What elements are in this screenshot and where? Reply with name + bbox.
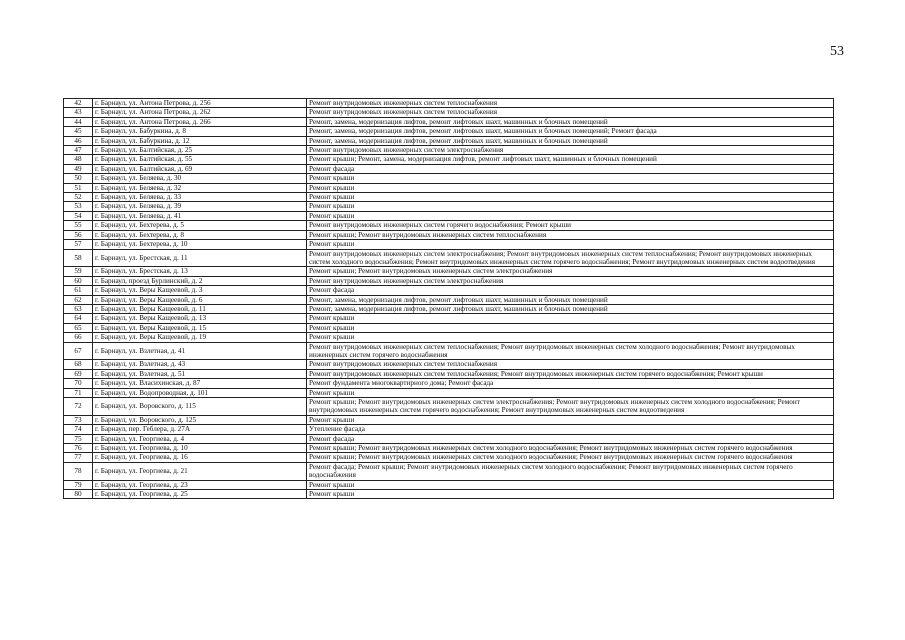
row-number: 73 (64, 415, 93, 424)
row-address: г. Барнаул, ул. Беляева, д. 41 (93, 211, 307, 220)
table-row (64, 434, 834, 443)
row-address: г. Барнаул, ул. Веры Кащеевой, д. 3 (93, 286, 307, 295)
row-works: Ремонт крыши; Ремонт внутридомовых инженерных систем электроснабжения; Ремонт внутридомовых инженерных систем холодного водоснабжения; Ремонт внутридомовых инженерных систем горячего водоснабжения; Ремонт внутридомовых инженерных систем водоотведения (307, 398, 834, 416)
row-number: 50 (64, 174, 93, 183)
row-address: г. Барнаул, ул. Воровского, д. 115 (93, 398, 307, 416)
row-works: Ремонт, замена, модернизация лифтов, ремонт лифтовых шахт, машинных и блочных помещений (307, 304, 834, 313)
row-works: Ремонт внутридомовых инженерных систем теплоснабжения; Ремонт внутридомовых инженерных систем холодного водоснабжения; Ремонт внутридомовых инженерных систем горячего водоснабжения (307, 342, 834, 360)
table-row (64, 314, 834, 323)
row-address: г. Барнаул, ул. Георгиева, д. 10 (93, 444, 307, 453)
row-address: г. Барнаул, ул. Георгиева, д. 21 (93, 462, 307, 480)
row-works: Утепление фасада (307, 425, 834, 434)
row-works: Ремонт внутридомовых инженерных систем электроснабжения; Ремонт внутридомовых инженерных систем теплоснабжения; Ремонт внутридомовых инженерных систем холодного водоснабжения; Ремонт внутридомовых инженерных систем горячего водоснабжения; Ремонт внутридомовых инженерных систем водоотведения (307, 249, 834, 267)
row-address: г. Барнаул, ул. Георгиева, д. 16 (93, 453, 307, 462)
row-number: 59 (64, 267, 93, 276)
row-number: 56 (64, 230, 93, 239)
row-address: г. Барнаул, ул. Бабуркина, д. 12 (93, 136, 307, 145)
table-row (64, 425, 834, 434)
row-number: 71 (64, 388, 93, 397)
table-row (64, 398, 834, 416)
row-works: Ремонт, замена, модернизация лифтов, ремонт лифтовых шахт, машинных и блочных помещений (307, 295, 834, 304)
row-works: Ремонт крыши (307, 415, 834, 424)
row-address: г. Барнаул, ул. Беляева, д. 32 (93, 183, 307, 192)
row-number: 75 (64, 434, 93, 443)
row-address: г. Барнаул, ул. Беляева, д. 33 (93, 193, 307, 202)
row-works: Ремонт фасада (307, 286, 834, 295)
table-row (64, 276, 834, 285)
row-number: 68 (64, 360, 93, 369)
table-row (64, 333, 834, 342)
row-works: Ремонт крыши (307, 193, 834, 202)
row-number: 48 (64, 155, 93, 164)
table-row (64, 211, 834, 220)
row-works: Ремонт внутридомовых инженерных систем горячего водоснабжения; Ремонт крыши (307, 221, 834, 230)
row-address: г. Барнаул, ул. Балтийская, д. 69 (93, 164, 307, 173)
row-number: 65 (64, 323, 93, 332)
row-address: г. Барнаул, ул. Взлетная, д. 43 (93, 360, 307, 369)
row-number: 52 (64, 193, 93, 202)
row-number: 61 (64, 286, 93, 295)
row-number: 76 (64, 444, 93, 453)
row-address: г. Барнаул, ул. Георгиева, д. 25 (93, 490, 307, 499)
row-address: г. Барнаул, ул. Георгиева, д. 23 (93, 480, 307, 489)
row-address: г. Барнаул, ул. Бехтерева, д. 10 (93, 240, 307, 249)
row-number: 46 (64, 136, 93, 145)
table-row (64, 108, 834, 117)
row-works: Ремонт внутридомовых инженерных систем теплоснабжения (307, 99, 834, 108)
row-works: Ремонт фасада (307, 434, 834, 443)
row-works: Ремонт крыши (307, 174, 834, 183)
row-works: Ремонт крыши (307, 333, 834, 342)
row-address: г. Барнаул, ул. Беляева, д. 39 (93, 202, 307, 211)
row-address: г. Барнаул, ул. Веры Кащеевой, д. 15 (93, 323, 307, 332)
row-number: 62 (64, 295, 93, 304)
table-row (64, 295, 834, 304)
row-works: Ремонт крыши (307, 480, 834, 489)
row-works: Ремонт крыши (307, 490, 834, 499)
row-number: 70 (64, 379, 93, 388)
row-address: г. Барнаул, ул. Бехтерева, д. 5 (93, 221, 307, 230)
page-number: 53 (830, 44, 844, 59)
row-number: 53 (64, 202, 93, 211)
row-number: 45 (64, 127, 93, 136)
row-number: 43 (64, 108, 93, 117)
table-row (64, 174, 834, 183)
table-row (64, 99, 834, 108)
row-address: г. Барнаул, пер. Геблера, д. 27А (93, 425, 307, 434)
row-number: 66 (64, 333, 93, 342)
table-row (64, 230, 834, 239)
row-number: 42 (64, 99, 93, 108)
row-number: 51 (64, 183, 93, 192)
table-row (64, 267, 834, 276)
row-works: Ремонт внутридомовых инженерных систем теплоснабжения (307, 108, 834, 117)
row-number: 54 (64, 211, 93, 220)
table-row (64, 453, 834, 462)
row-number: 44 (64, 117, 93, 126)
table-row (64, 155, 834, 164)
row-works: Ремонт внутридомовых инженерных систем электроснабжения (307, 276, 834, 285)
row-number: 63 (64, 304, 93, 313)
row-works: Ремонт крыши; Ремонт внутридомовых инженерных систем теплоснабжения (307, 230, 834, 239)
row-address: г. Барнаул, ул. Брестская, д. 11 (93, 249, 307, 267)
table-row (64, 183, 834, 192)
table-row (64, 117, 834, 126)
row-works: Ремонт внутридомовых инженерных систем электроснабжения (307, 146, 834, 155)
table-row (64, 127, 834, 136)
row-address: г. Барнаул, ул. Бабуркина, д. 8 (93, 127, 307, 136)
row-number: 47 (64, 146, 93, 155)
row-number: 80 (64, 490, 93, 499)
row-number: 57 (64, 240, 93, 249)
row-address: г. Барнаул, ул. Взлетная, д. 41 (93, 342, 307, 360)
row-number: 55 (64, 221, 93, 230)
row-works: Ремонт крыши (307, 388, 834, 397)
row-works: Ремонт внутридомовых инженерных систем теплоснабжения (307, 360, 834, 369)
row-address: г. Барнаул, проезд Бурлинский, д. 2 (93, 276, 307, 285)
row-works: Ремонт крыши; Ремонт внутридомовых инженерных систем холодного водоснабжения; Ремонт внутридомовых инженерных систем горячего водоснабжения (307, 444, 834, 453)
row-address: г. Барнаул, ул. Беляева, д. 30 (93, 174, 307, 183)
table-row (64, 146, 834, 155)
row-address: г. Барнаул, ул. Антона Петрова, д. 256 (93, 99, 307, 108)
row-number: 78 (64, 462, 93, 480)
table-row (64, 136, 834, 145)
row-address: г. Барнаул, ул. Водопроводная, д. 101 (93, 388, 307, 397)
row-works: Ремонт фундамента многоквартирного дома; Ремонт фасада (307, 379, 834, 388)
row-works: Ремонт крыши (307, 202, 834, 211)
table-row (64, 480, 834, 489)
row-number: 58 (64, 249, 93, 267)
table-row (64, 379, 834, 388)
row-number: 67 (64, 342, 93, 360)
row-address: г. Барнаул, ул. Антона Петрова, д. 266 (93, 117, 307, 126)
table-row (64, 202, 834, 211)
table-row (64, 193, 834, 202)
row-number: 74 (64, 425, 93, 434)
row-address: г. Барнаул, ул. Взлетная, д. 51 (93, 369, 307, 378)
row-address: г. Барнаул, ул. Георгиева, д. 4 (93, 434, 307, 443)
repair-works-table (63, 98, 834, 499)
row-address: г. Барнаул, ул. Брестская, д. 13 (93, 267, 307, 276)
row-address: г. Барнаул, ул. Веры Кащеевой, д. 19 (93, 333, 307, 342)
row-works: Ремонт крыши (307, 211, 834, 220)
table-row (64, 415, 834, 424)
row-address: г. Барнаул, ул. Бехтерева, д. 8 (93, 230, 307, 239)
row-number: 60 (64, 276, 93, 285)
row-works: Ремонт крыши (307, 314, 834, 323)
table-row (64, 462, 834, 480)
row-works: Ремонт, замена, модернизация лифтов, ремонт лифтовых шахт, машинных и блочных помещений (307, 136, 834, 145)
table-row (64, 360, 834, 369)
row-address: г. Барнаул, ул. Антона Петрова, д. 262 (93, 108, 307, 117)
row-number: 49 (64, 164, 93, 173)
table-row (64, 240, 834, 249)
row-works: Ремонт крыши (307, 323, 834, 332)
row-number: 64 (64, 314, 93, 323)
row-works: Ремонт крыши; Ремонт внутридомовых инженерных систем холодного водоснабжения; Ремонт внутридомовых инженерных систем горячего водоснабжения (307, 453, 834, 462)
row-works: Ремонт фасада; Ремонт крыши; Ремонт внутридомовых инженерных систем холодного водоснабжения; Ремонт внутридомовых инженерных систем горячего водоснабжения (307, 462, 834, 480)
row-works: Ремонт крыши; Ремонт, замена, модернизация лифтов, ремонт лифтовых шахт, машинных и блочных помещений (307, 155, 834, 164)
table-row (64, 444, 834, 453)
table-row (64, 369, 834, 378)
table-row (64, 490, 834, 499)
row-address: г. Барнаул, ул. Балтийская, д. 55 (93, 155, 307, 164)
row-address: г. Барнаул, ул. Веры Кащеевой, д. 11 (93, 304, 307, 313)
row-works: Ремонт крыши; Ремонт внутридомовых инженерных систем электроснабжения (307, 267, 834, 276)
table-row (64, 388, 834, 397)
row-number: 79 (64, 480, 93, 489)
table-row (64, 249, 834, 267)
row-works: Ремонт фасада (307, 164, 834, 173)
table-row (64, 304, 834, 313)
row-address: г. Барнаул, ул. Воровского, д. 125 (93, 415, 307, 424)
row-address: г. Барнаул, ул. Веры Кащеевой, д. 13 (93, 314, 307, 323)
row-address: г. Барнаул, ул. Власихинская, д. 87 (93, 379, 307, 388)
row-number: 69 (64, 369, 93, 378)
row-works: Ремонт, замена, модернизация лифтов, ремонт лифтовых шахт, машинных и блочных помещений (307, 117, 834, 126)
table-row (64, 164, 834, 173)
row-number: 77 (64, 453, 93, 462)
row-number: 72 (64, 398, 93, 416)
row-works: Ремонт, замена, модернизация лифтов, ремонт лифтовых шахт, машинных и блочных помещений; Ремонт фасада (307, 127, 834, 136)
table-row (64, 286, 834, 295)
table-body (64, 99, 834, 499)
row-address: г. Барнаул, ул. Балтийская, д. 25 (93, 146, 307, 155)
table-row (64, 221, 834, 230)
row-works: Ремонт внутридомовых инженерных систем теплоснабжения; Ремонт внутридомовых инженерных систем горячего водоснабжения; Ремонт крыши (307, 369, 834, 378)
table-row (64, 342, 834, 360)
row-address: г. Барнаул, ул. Веры Кащеевой, д. 6 (93, 295, 307, 304)
row-works: Ремонт крыши (307, 240, 834, 249)
row-works: Ремонт крыши (307, 183, 834, 192)
table-row (64, 323, 834, 332)
